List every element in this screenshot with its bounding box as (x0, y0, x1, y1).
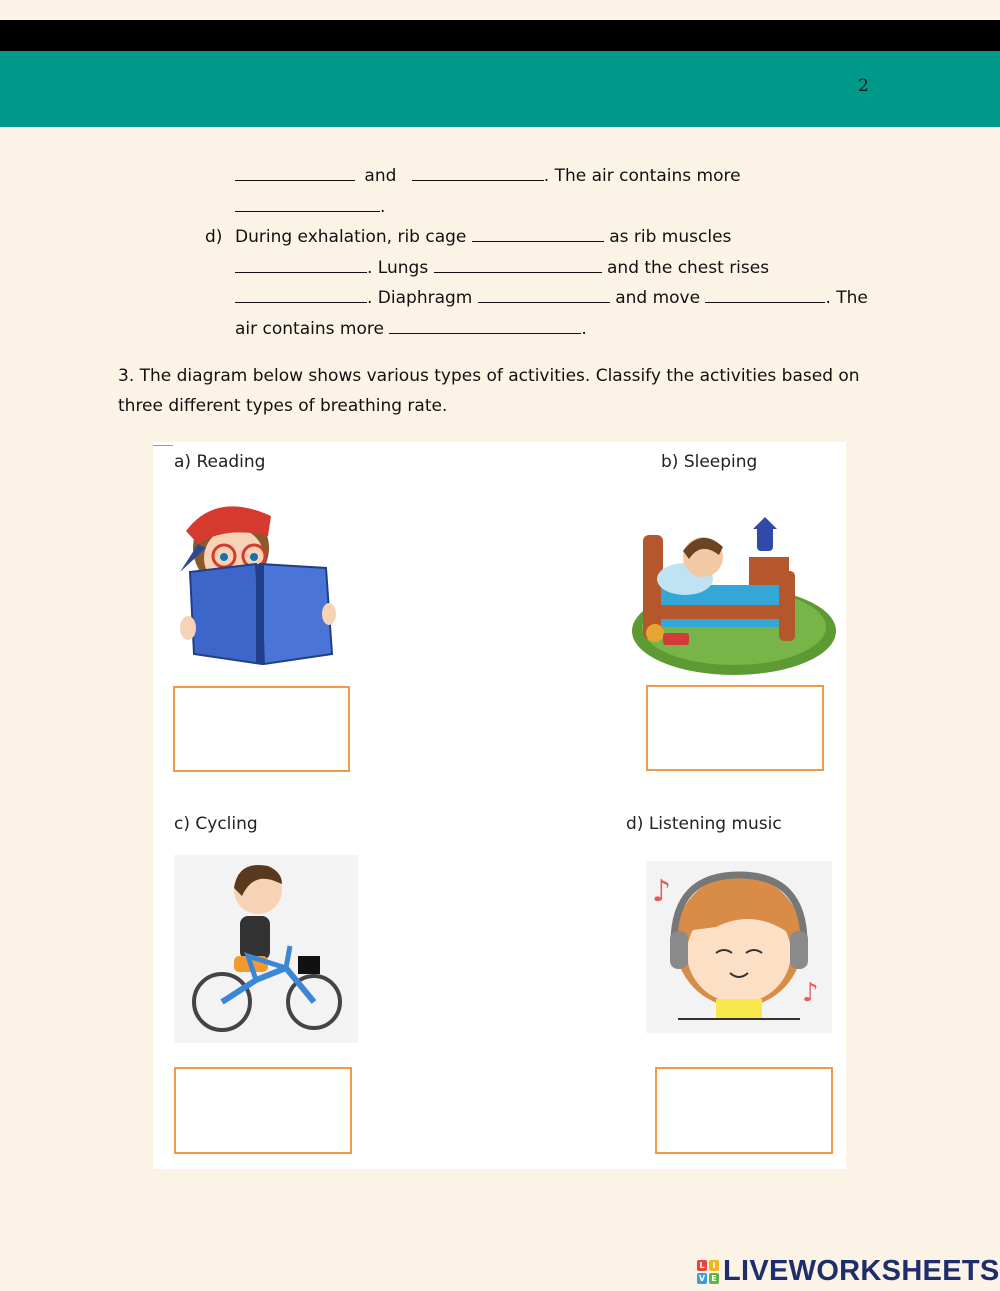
blank-input[interactable] (472, 228, 604, 242)
q2-line-1 (235, 166, 741, 186)
answer-box-sleeping[interactable] (646, 685, 824, 771)
svg-text:♪: ♪ (652, 874, 672, 909)
activity-label-cycling: c) Cycling (174, 814, 258, 834)
panel-corner-mark (153, 445, 173, 446)
logo-letter: E (709, 1273, 719, 1284)
blank-input[interactable] (235, 289, 367, 303)
q2-text: . Lungs (367, 258, 429, 278)
q2-text: air contains more (235, 319, 384, 339)
logo-letter: V (698, 1273, 706, 1283)
activity-label-listening: d) Listening music (626, 814, 782, 834)
blank-input[interactable] (434, 259, 602, 273)
logo-letter: I (709, 1260, 719, 1271)
blank-input[interactable] (235, 167, 355, 181)
q2-text: . (380, 197, 386, 217)
blank-input[interactable] (235, 198, 380, 212)
blank-input[interactable] (478, 289, 610, 303)
logo-letter: L (697, 1260, 707, 1271)
blank-input[interactable] (412, 167, 544, 181)
q2d-line-4 (235, 319, 587, 339)
reading-child-image (176, 496, 338, 668)
logo-text: LIVEWORKSHEETS (723, 1255, 1000, 1287)
q2-text: . Diaphragm (367, 288, 473, 308)
q2-text: . (581, 319, 587, 339)
q3-line-1: 3. The diagram below shows various types of activities. Classify the activities based on (118, 366, 860, 386)
activity-label-reading: a) Reading (174, 452, 266, 472)
sleeping-child-image (631, 515, 837, 677)
svg-text:♪: ♪ (802, 978, 819, 1008)
q2d-line-3 (235, 288, 868, 308)
answer-box-cycling[interactable] (174, 1067, 352, 1154)
q2-text: as rib muscles (609, 227, 732, 247)
q2d-line-1 (235, 227, 731, 247)
q3-line-2: three different types of breathing rate. (118, 396, 448, 416)
q2d-label: d) (205, 227, 223, 247)
blank-input[interactable] (389, 320, 581, 334)
page-number: 2 (858, 76, 869, 96)
logo-blocks-icon (697, 1260, 719, 1284)
q2-line-2 (235, 197, 385, 217)
header-teal-bar (0, 51, 1000, 127)
top-black-bar (0, 20, 1000, 51)
listening-girl-image (646, 861, 832, 1033)
answer-box-reading[interactable] (173, 686, 350, 772)
cycling-boy-image (186, 860, 346, 1038)
q2-text: and move (615, 288, 701, 308)
blank-input[interactable] (705, 289, 825, 303)
liveworksheets-logo[interactable] (697, 1255, 1000, 1288)
q2-text: and (364, 166, 397, 186)
q2-text: . The air contains more (543, 166, 741, 186)
activity-label-sleeping: b) Sleeping (661, 452, 758, 472)
q2-text: . The (825, 288, 868, 308)
q2d-line-2 (235, 258, 769, 278)
q2-text: and the chest rises (607, 258, 770, 278)
q2-text: During exhalation, rib cage (235, 227, 467, 247)
blank-input[interactable] (235, 259, 367, 273)
answer-box-listening[interactable] (655, 1067, 833, 1154)
